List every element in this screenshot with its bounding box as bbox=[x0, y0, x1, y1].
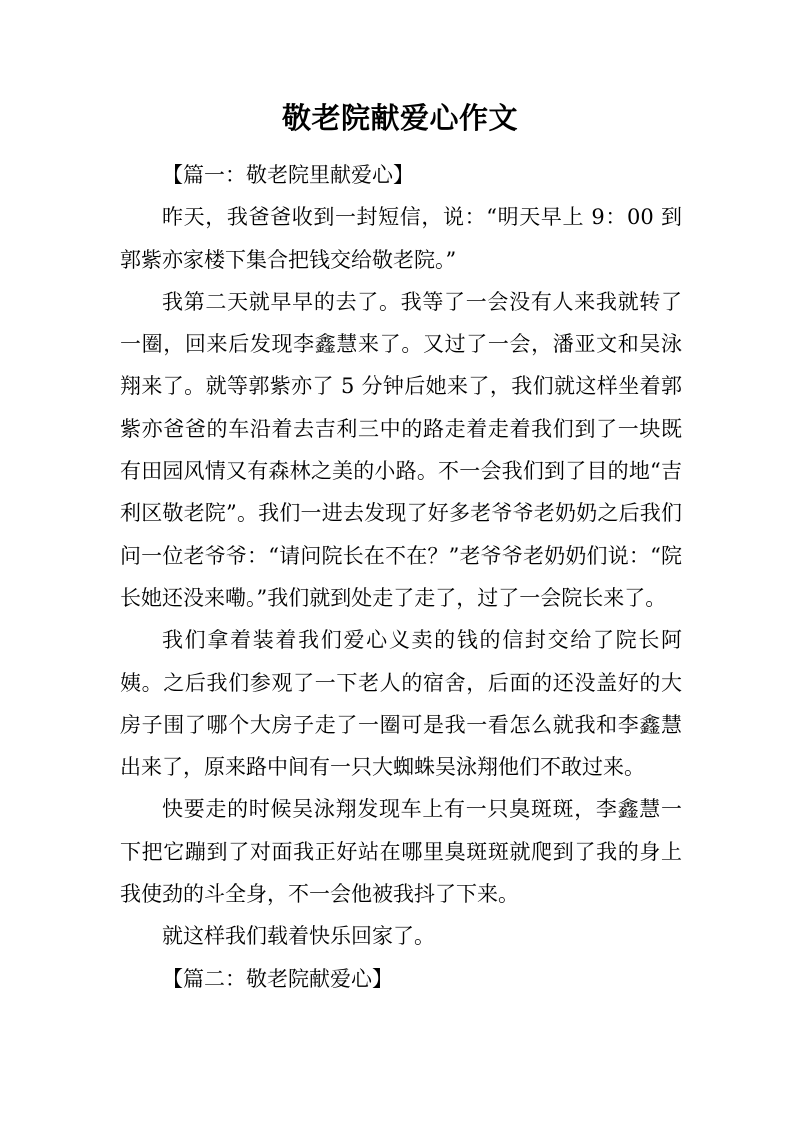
paragraph-5: 就这样我们载着快乐回家了。 bbox=[162, 924, 435, 949]
paragraph-1: 昨天，我爸爸收到一封短信，说：“明天早上 9：00 到郭紫亦家楼下集合把钱交给敬老院。” bbox=[120, 205, 682, 272]
paragraph-3: 我们拿着装着我们爱心义卖的钱的信封交给了院长阿姨。之后我们参观了一下老人的宿舍，后面的还没盖好的大房子围了哪个大房子走了一圈可是我一看怎么就我和李鑫慧出来了，原来路中间有一只大蜘蛛吴泳翔他们不敢过来。 bbox=[120, 628, 682, 780]
section-heading-2: 【篇二：敬老院献爱心】 bbox=[162, 966, 393, 991]
section-heading-1: 【篇一：敬老院里献爱心】 bbox=[162, 163, 414, 187]
document-body bbox=[120, 154, 682, 1000]
paragraph-2: 我第二天就早早的去了。我等了一会没有人来我就转了一圈，回来后发现李鑫慧来了。又过了一会，潘亚文和吴泳翔来了。就等郭紫亦了 5 分钟后她来了，我们就这样坐着郭紫亦爸爸的车沿着去吉利三中的路走着走着我们到了一块既有田园风情又有森林之美的小路。不一会我们到了目的地“吉利区敬老院”。我们一进去发现了好多老爷爷老奶奶之后我们问一位老爷爷：“请问院长在不在？”老爷爷老奶奶们说：“院长她还没来嘞。”我们就到处走了走了，过了一会院长来了。 bbox=[120, 289, 682, 610]
paragraph-4: 快要走的时候吴泳翔发现车上有一只臭斑斑，李鑫慧一下把它蹦到了对面我正好站在哪里臭斑斑就爬到了我的身上我使劲的斗全身，不一会他被我抖了下来。 bbox=[120, 797, 682, 907]
document-title: 敬老院献爱心作文 bbox=[281, 101, 518, 135]
